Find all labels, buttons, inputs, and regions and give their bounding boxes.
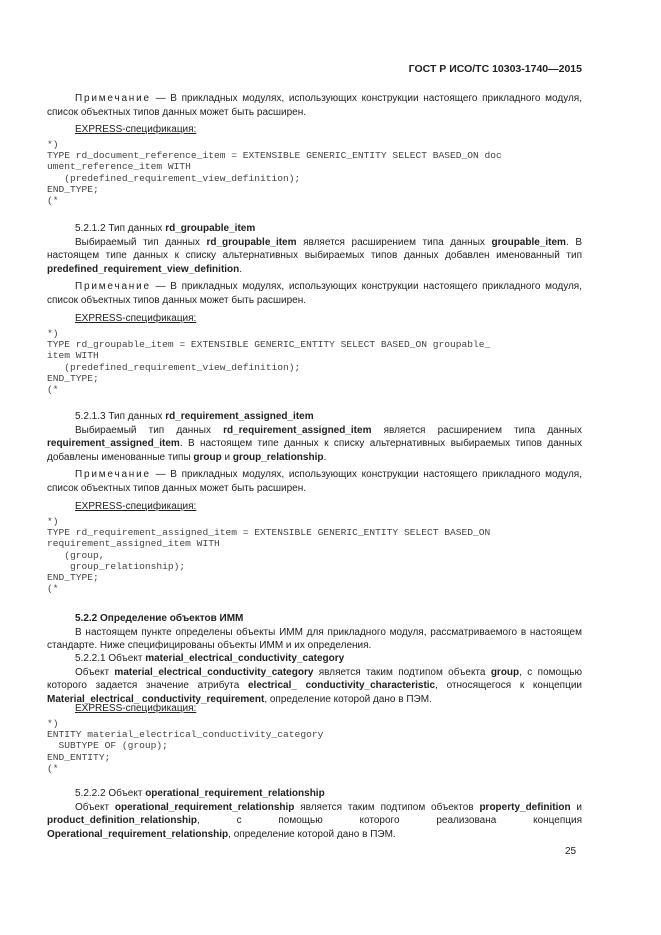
- code-block-3: *) TYPE rd_requirement_assigned_item = EXTENSIBLE GENERIC_ENTITY SELECT BASED_ON requirement_assigned_item WITH (group, group_relationship); END_TYPE; (*: [47, 516, 491, 595]
- note-1: Примечание — В прикладных модулях, использующих конструкции настоящего прикладного модуля, список объектных типов данных может быть расширен.: [47, 93, 583, 118]
- code-block-2: *) TYPE rd_groupable_item = EXTENSIBLE GENERIC_ENTITY SELECT BASED_ON groupable_ item WITH (predefined_requirement_view_definition); END_TYPE; (*: [47, 328, 491, 396]
- section-5-2-1-2: [47, 222, 582, 276]
- section-heading: 5.2.1.3 Тип данных rd_requirement_assigned_item: [75, 411, 314, 422]
- express-label-3: EXPRESS-спецификация:: [75, 501, 197, 512]
- express-label-1: EXPRESS-спецификация:: [75, 124, 197, 135]
- section-paragraph: Выбираемый тип данных rd_groupable_item является расширением типа данных groupable_item. В настоящем типе данных к списку альтернативных выбираемых типов данных добавлен именованный тип predefined_requirement_view_definition.: [47, 236, 582, 275]
- code-block-4: *) ENTITY material_electrical_conductivity_category SUBTYPE OF (group); END_ENTITY; (*: [47, 718, 324, 774]
- page-number: 25: [565, 846, 577, 857]
- section-5-2-2-2: [47, 787, 582, 841]
- code-block-1: *) TYPE rd_document_reference_item = EXTENSIBLE GENERIC_ENTITY SELECT BASED_ON doc ument_reference_item WITH (predefined_requirement_view_definition); END_TYPE; (*: [47, 139, 502, 207]
- express-label-4: EXPRESS-спецификация:: [75, 703, 197, 714]
- section-paragraph: В настоящем пункте определены объекты ИММ для прикладного модуля, рассматриваемого в настоящем стандарте. Ниже специфицированы объекты ИММ и их определения.: [47, 626, 582, 651]
- document-id-header: ГОСТ Р ИСО/ТС 10303-1740—2015: [408, 63, 582, 75]
- section-5-2-2: [47, 612, 582, 653]
- section-5-2-2-1: [47, 652, 582, 706]
- section-heading: 5.2.2 Определение объектов ИММ: [75, 613, 244, 624]
- note-text: В прикладных модулях, использующих конструкции настоящего прикладного модуля, список объектных типов данных может быть расширен.: [47, 93, 583, 118]
- section-heading: 5.2.1.2 Тип данных rd_groupable_item: [75, 223, 256, 234]
- section-paragraph: Выбираемый тип данных rd_requirement_assigned_item является расширением типа данных requirement_assigned_item. В настоящем типе данных к списку альтернативных выбираемых типов данных добавлены именованные типы group и group_relationship.: [47, 424, 582, 463]
- section-paragraph: Объект material_electrical_conductivity_category является таким подтипом объекта group, с помощью которого задается значение атрибута electrical_ conductivity_characteristic, относящегося к концепции Material_electrical_ conductivity_requirement, определение которой дано в ПЭМ.: [47, 666, 583, 705]
- section-heading: 5.2.2.2 Объект operational_requirement_relationship: [75, 788, 325, 799]
- section-5-2-1-3: [47, 410, 582, 464]
- express-label-2: EXPRESS-спецификация:: [75, 313, 197, 324]
- note-3: Примечание — В прикладных модулях, использующих конструкции настоящего прикладного модуля, список объектных типов данных может быть расширен.: [47, 469, 583, 494]
- section-paragraph: Объект operational_requirement_relationship является таким подтипом объектов property_definition и product_definition_relationship, с помощью которого реализована концепция Operational_requirement_relationship, определение которой дано в ПЭМ.: [47, 801, 582, 840]
- section-heading: 5.2.2.1 Объект material_electrical_conductivity_category: [75, 653, 345, 664]
- note-label: Примечание: [75, 93, 151, 104]
- note-2: Примечание — В прикладных модулях, использующих конструкции настоящего прикладного модуля, список объектных типов данных может быть расширен.: [47, 281, 583, 306]
